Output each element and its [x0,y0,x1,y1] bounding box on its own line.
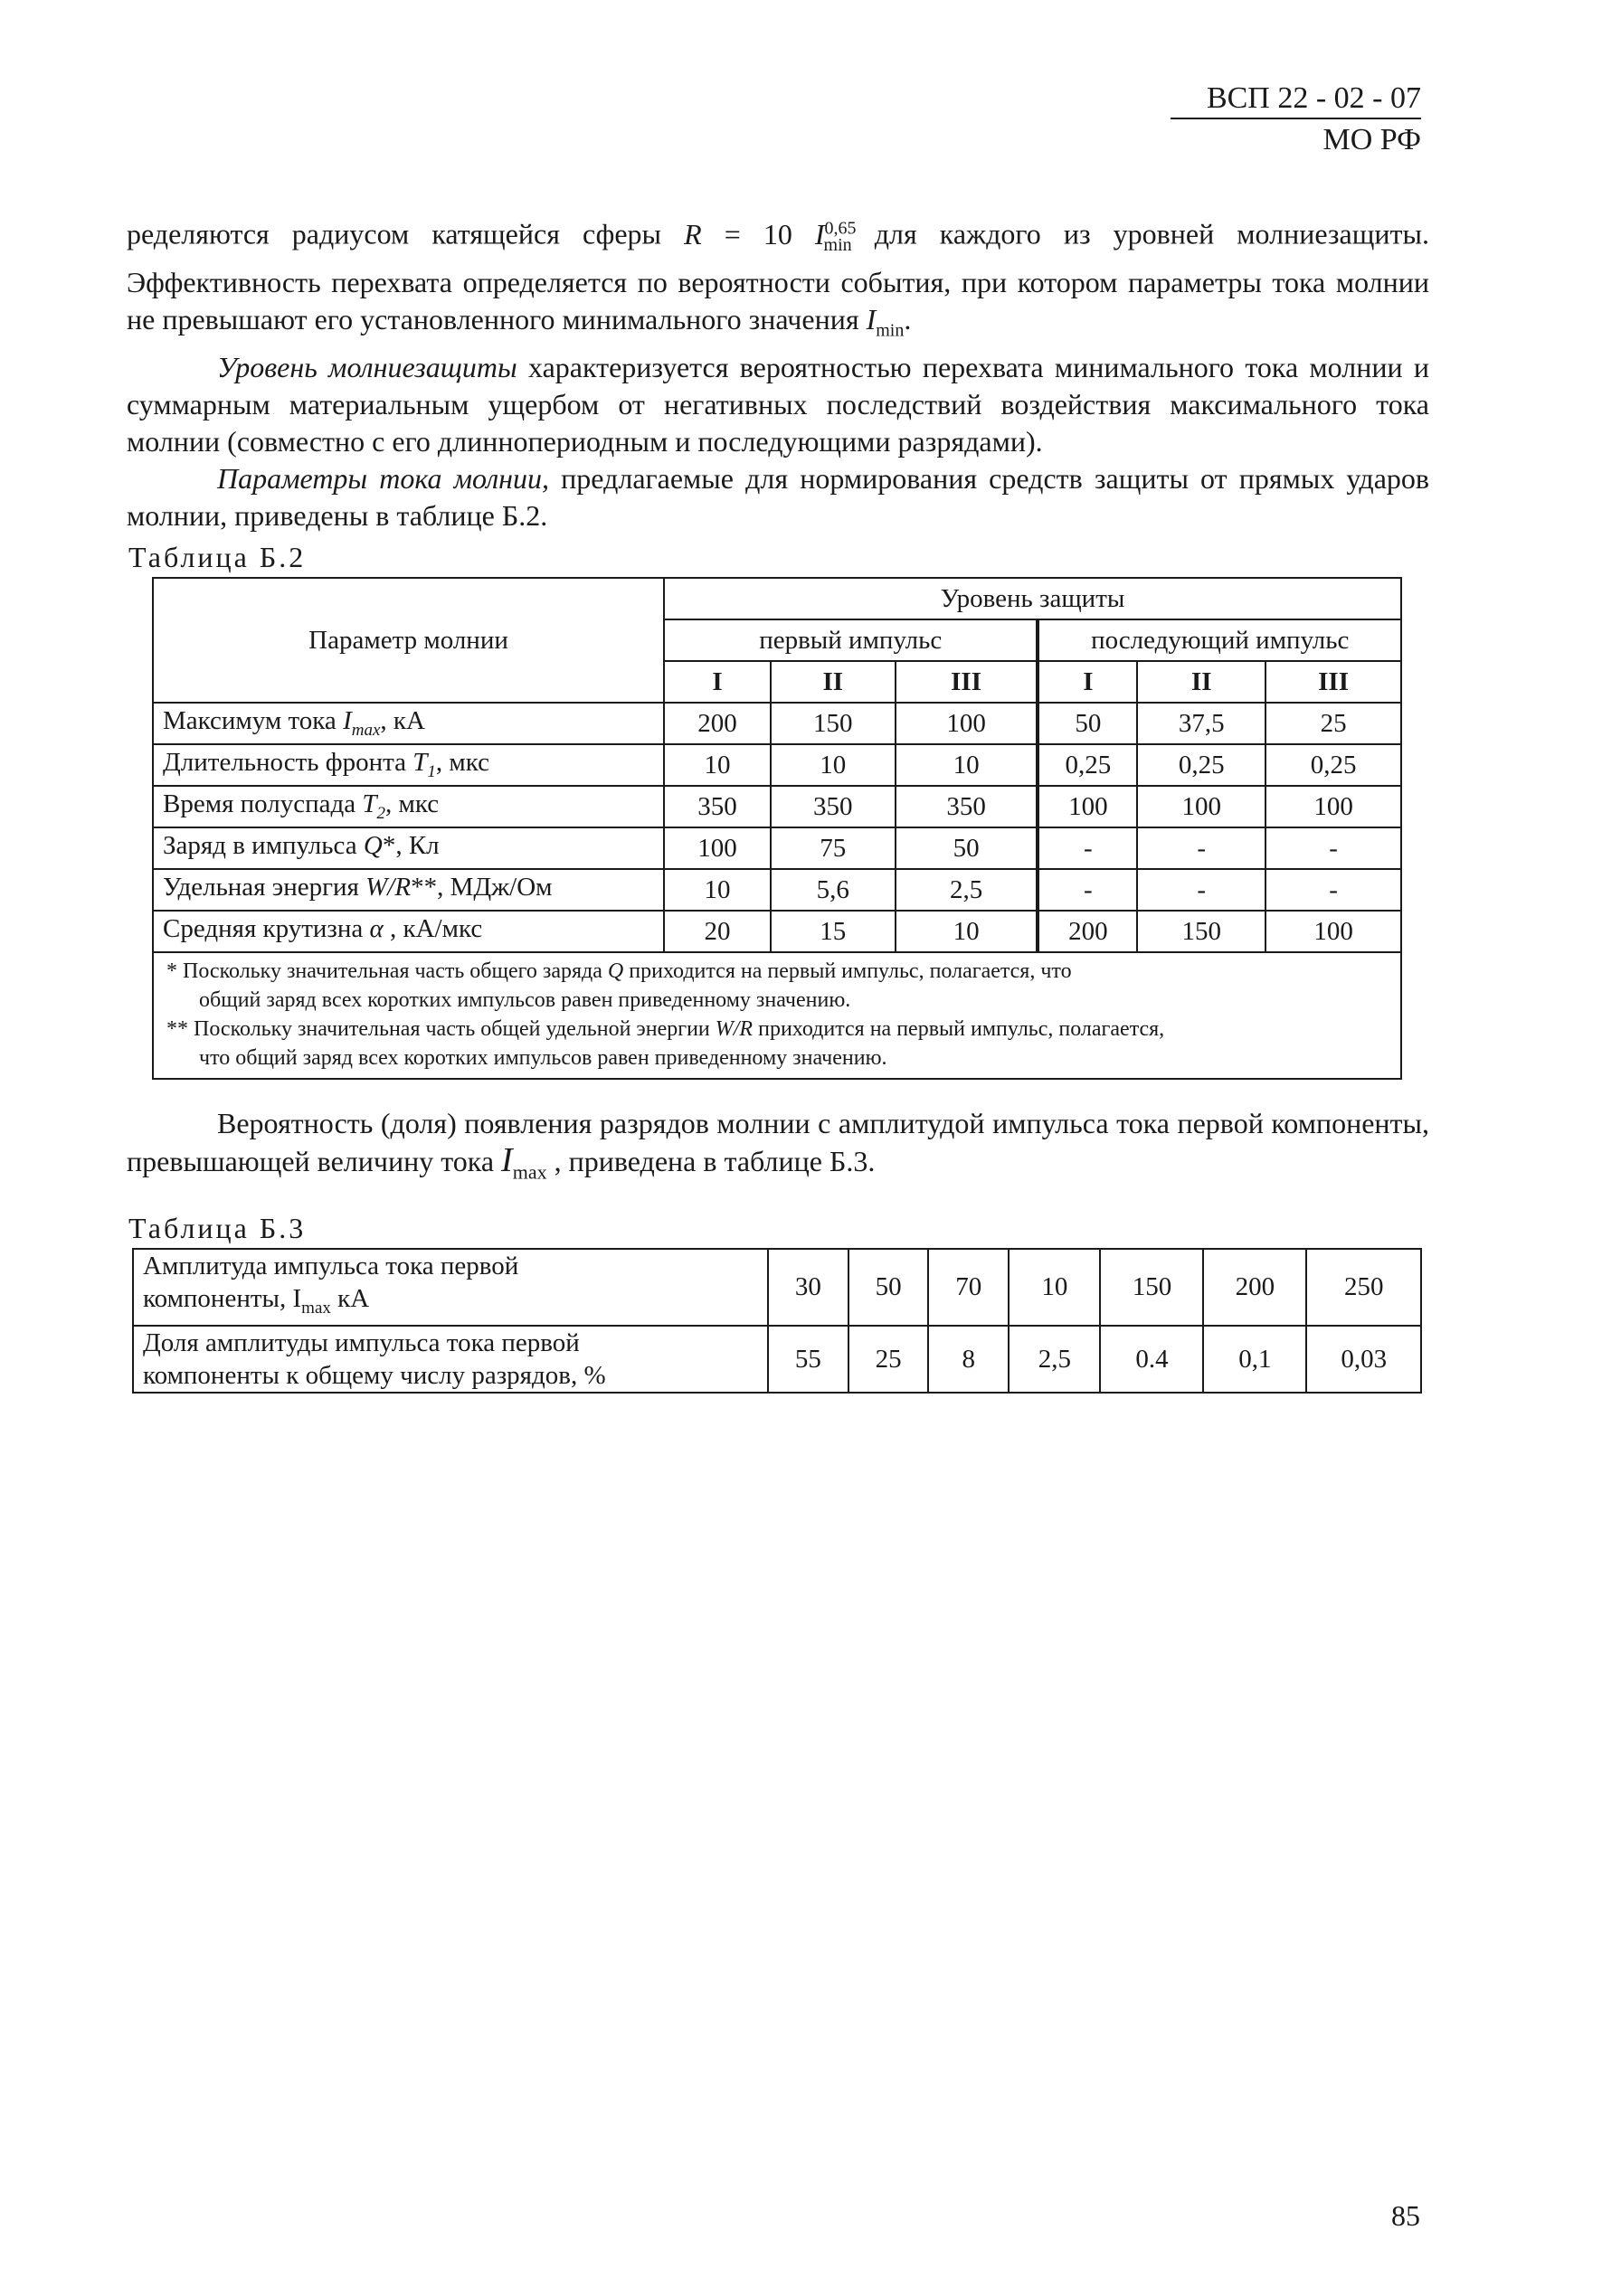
table-cell: 55 [768,1326,848,1393]
table-cell: 150 [1100,1249,1203,1326]
row-label [153,786,664,827]
level-cell: III [1265,661,1401,703]
document-header [1171,80,1421,159]
table-cell: 10 [1009,1249,1100,1326]
label-symbol: T [362,789,377,819]
note-symbol: W/R [715,1017,754,1041]
table-b3 [132,1248,1422,1394]
label-text: *, Кл [382,831,440,861]
text-fragment: ределяются радиусом катящейся сферы [127,217,685,250]
label-text: , мкс [435,748,489,778]
table-cell: 200 [664,703,771,744]
level-cell: I [1038,661,1137,703]
table-cell: 0.4 [1100,1326,1203,1393]
note-text: приходится на первый импульс, полагается, что [623,959,1072,983]
table-cell: 200 [1038,911,1137,952]
label-line: компоненты, I [143,1284,302,1313]
text-fragment: . [904,303,912,336]
table-cell: 10 [664,869,771,911]
label-text: , кА/мкс [383,914,483,944]
table-cell: 10 [771,744,896,786]
table-cell: 15 [771,911,896,952]
label-unit: кА [330,1284,370,1313]
text-fragment: характеризуется вероятностью перехвата минимального тока молнии и суммарным материальным ущербом от негативных последствий воздействия максимального тока молнии (совместно с его длиннопериодным и последующими разрядами). [127,351,1430,458]
imax-letter: I [501,1141,513,1179]
table-cell: 0,25 [1038,744,1137,786]
note-1 [166,957,1391,986]
table-cell: 10 [896,911,1038,952]
table-cell: 20 [664,911,771,952]
table-cell: 8 [928,1326,1009,1393]
imin-sub: min [876,320,905,341]
imax-sub: max [512,1160,547,1184]
table-cell: - [1137,869,1265,911]
table-row [153,869,1401,911]
table-row [133,1249,1421,1326]
label-line: Доля амплитуды импульса тока первой [143,1328,580,1357]
table-cell: 30 [768,1249,848,1326]
label-text: **, МДж/Ом [411,873,553,902]
table-cell: 50 [848,1249,929,1326]
note-2-cont: что общий заряд всех коротких импульсов равен приведенному значению. [199,1046,887,1070]
table-cell: 150 [771,703,896,744]
label-text: Длительность фронта [163,748,413,778]
row-label [133,1249,768,1326]
table-cell: 350 [896,786,1038,827]
table-row [153,827,1401,869]
label-text: Удельная энергия [163,873,366,902]
note-text: ** Поскольку значительная часть общей удельной энергии [166,1017,716,1041]
row-label [153,827,664,869]
table-cell: 100 [1265,911,1401,952]
note-text: * Поскольку значительная часть общего заряда [166,959,608,983]
label-symbol: α [369,914,384,944]
table-cell: 37,5 [1137,703,1265,744]
label-text: Заряд в импульса [163,831,364,861]
table-cell: 75 [771,827,896,869]
table-cell: 0,25 [1137,744,1265,786]
table3-caption: Таблица Б.3 [128,1212,307,1244]
table-cell: 0,1 [1203,1326,1306,1393]
table-notes-row [153,952,1401,1079]
table-notes [153,952,1401,1079]
label-text: , кА [380,706,425,736]
label-symbol: T [412,748,428,778]
body-text-block [127,210,1429,534]
table-cell: 0,25 [1265,744,1401,786]
level-cell: III [896,661,1038,703]
label-text: , мкс [385,789,440,819]
formula-r [684,217,857,256]
table-cell: 0,03 [1306,1326,1421,1393]
row-label [153,911,664,952]
table-cell: 10 [664,744,771,786]
note-1-cont: общий заряд всех коротких импульсов равен приведенному значению. [199,988,851,1012]
table-cell: 50 [896,827,1038,869]
text-fragment: для каждого из уровней молниезащиты. Эффективность перехвата определяется по вероятности события, при котором параметры тока молнии не превышают его установленного минимального значения [127,217,1430,336]
table-cell: 350 [664,786,771,827]
label-text: Максимум тока [163,706,344,736]
level-header: Уровень защиты [664,578,1401,619]
label-subscript: 2 [376,803,386,823]
table-cell: 25 [848,1326,929,1393]
paragraph-3 [127,460,1429,534]
label-symbol: Q [363,831,383,861]
paragraph-2 [127,349,1429,460]
table-row [153,578,1401,619]
table-b2-body [153,703,1401,952]
table-cell: - [1265,827,1401,869]
table-cell: 200 [1203,1249,1306,1326]
page-number: 85 [1391,2199,1420,2232]
paragraph-1 [127,210,1429,349]
imin-symbol: I [866,303,877,336]
table2-caption: Таблица Б.2 [128,541,307,573]
note-text: приходится на первый импульс, полагается, [753,1017,1165,1041]
note-symbol: Q [607,959,624,983]
label-line: Амплитуда импульса тока первой [143,1252,519,1280]
label-subscript: 1 [427,761,436,781]
table-cell: 350 [771,786,896,827]
table-cell: 2,5 [1009,1326,1100,1393]
label-subscript: max [351,720,381,740]
table-row [153,744,1401,786]
table-cell: 10 [896,744,1038,786]
table-cell: 5,6 [771,869,896,911]
table-cell: 100 [1038,786,1137,827]
table-b2 [152,577,1402,1080]
term-protection-level: Уровень молниезащиты [217,351,517,384]
row-label [133,1326,768,1393]
table-row [153,786,1401,827]
imax-symbol [501,1141,547,1184]
document-org: МО РФ [1322,123,1421,156]
formula-lhs: R [684,217,702,250]
text-fragment: предлагаемые для нормирования средств защиты от прямых ударов молнии, приведены в таблице Б.2. [127,462,1429,533]
label-text: Средняя крутизна [163,914,370,944]
next-impulse-header: последующий импульс [1038,619,1401,661]
table-cell: 250 [1306,1249,1421,1326]
note-2 [166,1015,1391,1044]
table-cell: 100 [1137,786,1265,827]
level-cell: II [771,661,896,703]
formula-i: I [814,217,825,250]
table-row [153,703,1401,744]
table-cell: 100 [664,827,771,869]
table-cell: 100 [1265,786,1401,827]
table-row [133,1326,1421,1393]
table-cell: - [1137,827,1265,869]
formula-sup: 0,65 [824,218,857,238]
document-code: ВСП 22 - 02 - 07 [1171,80,1421,119]
table-cell: - [1038,869,1137,911]
paragraph-4 [127,1105,1429,1191]
first-impulse-header: первый импульс [664,619,1038,661]
formula-eq: = 10 [701,217,815,250]
label-symbol: W/R [365,873,412,902]
table-cell: 25 [1265,703,1401,744]
term-lightning-params: Параметры тока молнии, [217,462,550,496]
table-cell: 70 [928,1249,1009,1326]
label-line: компоненты к общему числу разрядов, % [143,1360,606,1390]
text-fragment: , приведена в таблице Б.3. [546,1145,876,1177]
table-cell: 2,5 [896,869,1038,911]
row-label [153,869,664,911]
level-cell: I [664,661,771,703]
row-label [153,703,664,744]
param-header: Параметр молнии [153,578,664,703]
label-text: Время полуспада [163,789,363,819]
table-cell: 150 [1137,911,1265,952]
table-cell: - [1038,827,1137,869]
formula-sub: min [823,235,852,256]
table-cell: 100 [896,703,1038,744]
table-cell: 50 [1038,703,1137,744]
label-symbol: I [343,706,352,736]
row-label [153,744,664,786]
table-cell: - [1265,869,1401,911]
label-sub: max [301,1298,331,1318]
text-fragment: Вероятность (доля) появления разрядов молнии с амплитудой импульса тока первой компоненты, превышающей величину тока [127,1107,1429,1177]
level-cell: II [1137,661,1265,703]
table-row [153,911,1401,952]
